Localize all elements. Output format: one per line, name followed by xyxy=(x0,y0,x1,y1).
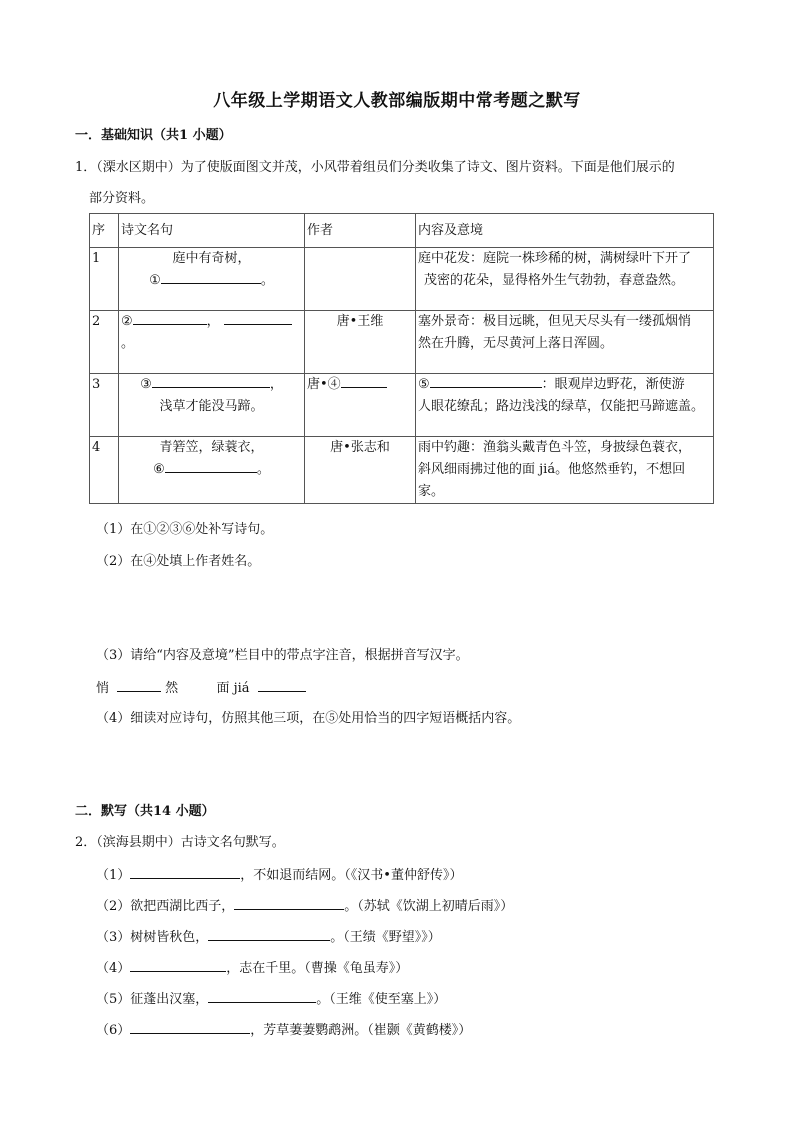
answer-blank[interactable] xyxy=(234,896,344,910)
table-header-cell: 序 xyxy=(90,214,119,248)
answer-blank[interactable] xyxy=(208,989,316,1003)
table-row xyxy=(90,248,714,311)
content-cell xyxy=(416,437,714,504)
content-line: 雨中钓趣：渔翁头戴青色斗笠，身披绿色蓑衣， xyxy=(418,440,692,455)
author-cell: 唐•王维 xyxy=(305,311,416,374)
poem-cell xyxy=(119,311,305,374)
answer-blank[interactable] xyxy=(117,678,161,692)
blank-marker: ① xyxy=(149,273,161,288)
item-text: ，志在千里。（曹操《龟虽寿》） xyxy=(226,961,409,976)
blank-marker: ② xyxy=(121,314,133,329)
author-prefix: 唐•④ xyxy=(307,377,341,392)
content-line xyxy=(418,374,711,396)
punctuation: 。 xyxy=(260,273,274,288)
item-number: （6） xyxy=(96,1023,131,1038)
answer-blank[interactable] xyxy=(133,311,207,325)
author-cell xyxy=(305,374,416,437)
answer-blank[interactable] xyxy=(161,270,261,284)
punctuation: ， xyxy=(269,377,283,392)
poetry-table xyxy=(89,213,714,504)
content-cell xyxy=(416,311,714,374)
poem-line: 庭中有奇树， xyxy=(172,251,251,266)
item-text: ，不如退而结网。（《汉书•董仲舒传》） xyxy=(240,868,463,883)
author-cell xyxy=(305,248,416,311)
poem-cell xyxy=(119,437,305,504)
content-text: ：眼观岸边野花，渐使游 xyxy=(541,377,685,392)
item-number: （5） xyxy=(96,992,131,1007)
answer-blank[interactable] xyxy=(208,927,330,941)
sub-question-4: （4）细读对应诗句，仿照其他三项，在⑤处用恰当的四字短语概括内容。 xyxy=(96,711,521,726)
section-heading-dictation: 二．默写（共14 小题） xyxy=(75,804,215,819)
pinyin-char: 然 xyxy=(165,681,179,696)
answer-blank[interactable] xyxy=(130,1020,250,1034)
table-row xyxy=(90,374,714,437)
item-number: （1） xyxy=(96,868,131,883)
question-1-text-cont: 部分资料。 xyxy=(89,191,155,206)
blank-marker: ⑤ xyxy=(418,377,430,392)
answer-blank[interactable] xyxy=(165,459,257,473)
row-number: 1 xyxy=(90,248,119,311)
sub-question-1: （1）在①②③⑥处补写诗句。 xyxy=(96,522,274,537)
content-line: 人眼花缭乱；路边浅浅的绿草，仅能把马蹄遮盖。 xyxy=(418,399,705,414)
table-header-cell: 诗文名句 xyxy=(119,214,305,248)
answer-blank[interactable] xyxy=(130,958,226,972)
dictation-item xyxy=(96,896,513,916)
dictation-item xyxy=(96,958,408,978)
poem-cell xyxy=(119,248,305,311)
answer-blank[interactable] xyxy=(152,374,270,388)
table-row xyxy=(90,437,714,504)
item-number: （4） xyxy=(96,961,131,976)
row-number: 2 xyxy=(90,311,119,374)
poem-line: 浅草才能没马蹄。 xyxy=(159,399,264,414)
item-text: 。（王绩《野望》》） xyxy=(330,930,441,945)
poem-line xyxy=(121,374,302,396)
poem-cell xyxy=(119,374,305,437)
answer-blank[interactable] xyxy=(130,865,240,879)
item-number: （3） xyxy=(96,930,131,945)
poem-line xyxy=(121,459,302,481)
blank-marker: ⑥ xyxy=(153,462,165,477)
sub-question-3: （3）请给“内容及意境”栏目中的带点字注音，根据拼音写汉字。 xyxy=(96,648,469,663)
poem-line: 。 xyxy=(121,336,135,351)
table-header-cell: 作者 xyxy=(305,214,416,248)
pinyin-char: 面 jiá xyxy=(216,681,250,696)
item-text: 。（王维《使至塞上》） xyxy=(316,992,447,1007)
answer-blank[interactable] xyxy=(258,678,306,692)
punctuation: 。 xyxy=(256,462,270,477)
content-line: 然在升腾，无尽黄河上落日浑圆。 xyxy=(418,336,614,351)
row-number: 3 xyxy=(90,374,119,437)
item-text: 征蓬出汉塞， xyxy=(130,992,209,1007)
content-line: 茂密的花朵，显得格外生气勃勃，春意盎然。 xyxy=(424,273,685,288)
table-header-row xyxy=(90,214,714,248)
poem-line xyxy=(121,311,302,333)
page-title: 八年级上学期语文人教部编版期中常考题之默写 xyxy=(213,91,581,111)
content-line: 斜风细雨拂过他的面 jiá。他悠然垂钓，不想回家。 xyxy=(418,462,686,499)
poem-line xyxy=(121,270,302,292)
section-heading-basics: 一．基础知识（共1 小题） xyxy=(75,128,232,143)
dictation-item xyxy=(96,865,462,885)
question-1-text: 1．（溧水区期中）为了使版面图文并茂，小风带着组员们分类收集了诗文、图片资料。下面是他们展示的 xyxy=(75,160,675,175)
dictation-item xyxy=(96,989,446,1009)
item-text: 欲把西湖比西子， xyxy=(130,899,235,914)
pinyin-char: 悄 xyxy=(96,681,110,696)
answer-blank[interactable] xyxy=(341,374,387,388)
content-line: 塞外景奇：极目远眺，但见天尽头有一缕孤烟悄 xyxy=(418,314,692,329)
pinyin-answer-row xyxy=(96,678,306,698)
punctuation: ， xyxy=(206,314,220,329)
item-text: 。（苏轼《饮湖上初晴后雨》） xyxy=(344,899,514,914)
dictation-item xyxy=(96,1020,471,1040)
content-line: 庭中花发：庭院一株珍稀的树，满树绿叶下开了 xyxy=(418,251,692,266)
item-number: （2） xyxy=(96,899,131,914)
table-header-cell: 内容及意境 xyxy=(416,214,714,248)
table-row xyxy=(90,311,714,374)
content-cell xyxy=(416,374,714,437)
item-text: ，芳草萋萋鹦鹉洲。（崔颢《黄鹤楼》） xyxy=(250,1023,472,1038)
answer-blank[interactable] xyxy=(224,311,292,325)
sub-question-2: （2）在④处填上作者姓名。 xyxy=(96,554,261,569)
dictation-item xyxy=(96,927,441,947)
blank-marker: ③ xyxy=(140,377,152,392)
content-cell xyxy=(416,248,714,311)
poem-line: 青箬笠，绿蓑衣， xyxy=(159,440,264,455)
answer-blank[interactable] xyxy=(430,374,542,388)
author-cell: 唐•张志和 xyxy=(305,437,416,504)
row-number: 4 xyxy=(90,437,119,504)
item-text: 树树皆秋色， xyxy=(130,930,209,945)
question-2-text: 2．（滨海县期中）古诗文名句默写。 xyxy=(75,835,285,850)
